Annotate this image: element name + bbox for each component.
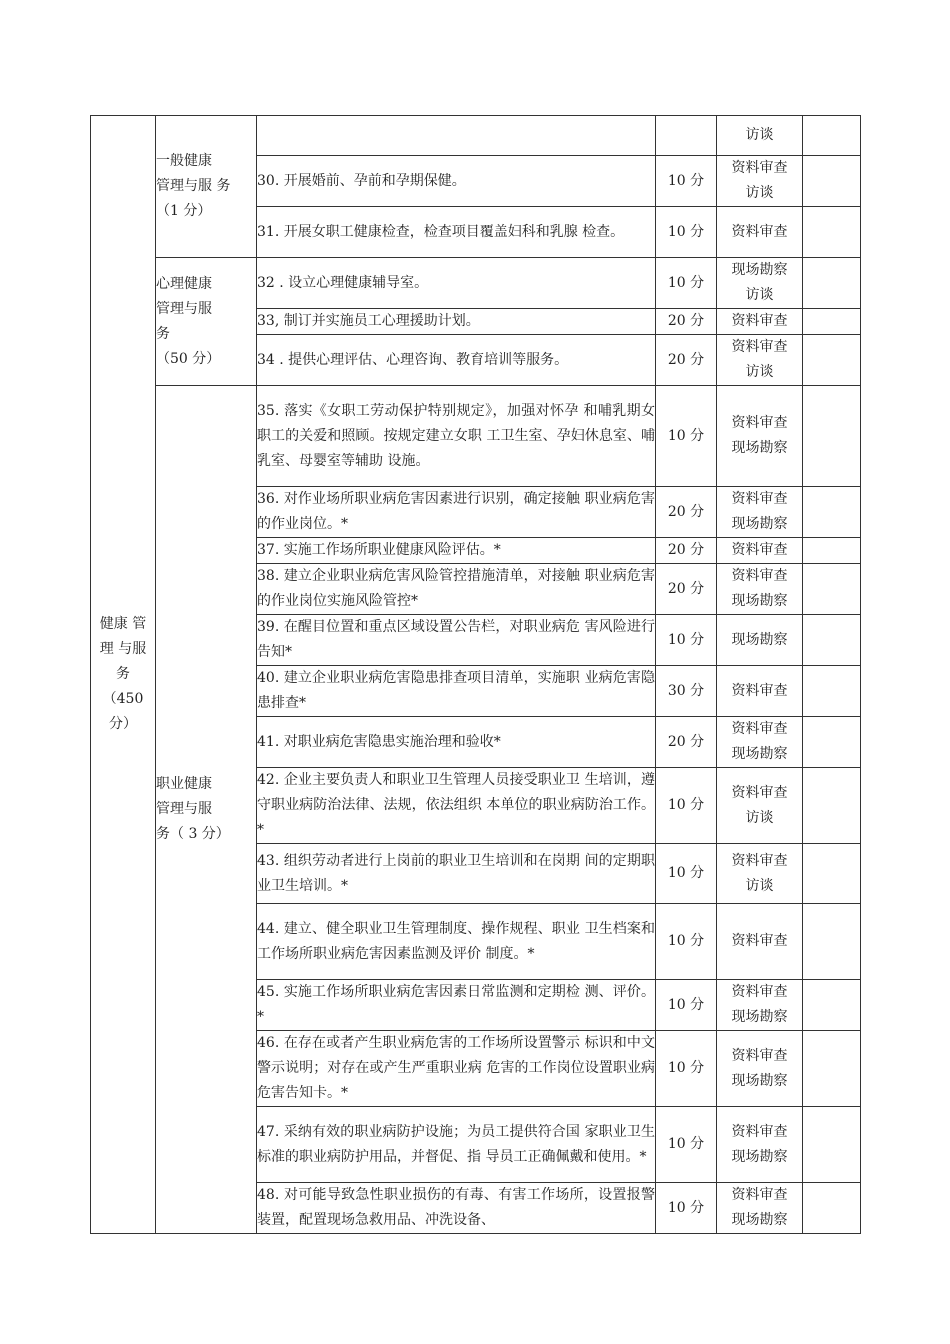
text-line: 职业健康 — [156, 776, 212, 792]
score-cell: 10 分 — [656, 980, 717, 1031]
score-result-cell — [803, 980, 861, 1031]
score-result-cell — [803, 1107, 861, 1183]
method-cell — [717, 386, 803, 487]
text-line: 资料审查 — [731, 682, 788, 699]
score-cell: 10 分 — [656, 844, 717, 904]
method-cell — [717, 717, 803, 768]
item-text: 41. 对职业病危害隐患实施治理和验收* — [257, 717, 656, 768]
text-line: 现场勘察 — [731, 593, 788, 609]
text-line: 现场勘察 — [731, 746, 788, 762]
score-cell: 10 分 — [656, 207, 717, 258]
text-line: 理 与服 — [99, 641, 147, 657]
score-cell: 10 分 — [656, 904, 717, 980]
text-line: 务 — [156, 325, 170, 342]
score-result-cell — [803, 904, 861, 980]
text-line: 现场勘察 — [731, 262, 788, 278]
text-line: 资料审查 — [731, 491, 788, 507]
item-text: 46. 在存在或者产生职业病危害的工作场所设置警示 标识和中文警示说明；对存在或产生严重职业病 危害的工作岗位设置职业病危害告知卡。* — [257, 1031, 656, 1107]
text-line: 务（ 3 分） — [156, 826, 230, 842]
text-line: 资料审查 — [731, 415, 788, 431]
score-cell: 20 分 — [656, 538, 717, 564]
item-text: 34 . 提供心理评估、心理咨询、教育培训等服务。 — [257, 335, 656, 386]
text-line: 管理与服 — [156, 300, 212, 317]
score-result-cell — [803, 717, 861, 768]
item-text: 36. 对作业场所职业病危害因素进行识别，确定接触 职业病危害的作业岗位。* — [257, 487, 656, 538]
score-result-cell — [803, 386, 861, 487]
method-cell — [717, 564, 803, 615]
method-cell — [717, 309, 803, 335]
text-line: 资料审查 — [731, 984, 788, 1000]
score-result-cell — [803, 615, 861, 666]
score-cell: 10 分 — [656, 258, 717, 309]
method-cell — [717, 666, 803, 717]
text-line: 心理健康 — [156, 275, 212, 292]
score-result-cell — [803, 768, 861, 844]
score-result-cell — [803, 538, 861, 564]
method-cell — [717, 1107, 803, 1183]
text-line: （50 分） — [156, 350, 221, 367]
item-text: 32 . 设立心理健康辅导室。 — [257, 258, 656, 309]
method-cell — [717, 207, 803, 258]
table-row — [91, 386, 861, 487]
text-line: 现场勘察 — [731, 440, 788, 456]
score-cell: 10 分 — [656, 768, 717, 844]
text-line: 现场勘察 — [731, 1009, 788, 1025]
item-text: 42. 企业主要负责人和职业卫生管理人员接受职业卫 生培训，遵守职业病防治法律、法规，依法组织 本单位的职业病防治工作。* — [257, 768, 656, 844]
table-row — [91, 116, 861, 156]
text-line: 访谈 — [745, 809, 774, 826]
score-cell: 20 分 — [656, 564, 717, 615]
method-cell — [717, 980, 803, 1031]
score-cell: 20 分 — [656, 717, 717, 768]
subcategory-cell — [156, 258, 257, 386]
item-text — [257, 116, 656, 156]
text-line: 访谈 — [745, 287, 774, 303]
item-text: 43. 组织劳动者进行上岗前的职业卫生培训和在岗期 间的定期职业卫生培训。* — [257, 844, 656, 904]
item-text: 39. 在醒目位置和重点区域设置公告栏，对职业病危 害风险进行告知* — [257, 615, 656, 666]
method-cell — [717, 844, 803, 904]
score-result-cell — [803, 666, 861, 717]
item-text: 48. 对可能导致急性职业损伤的有毒、有害工作场所，设置报警装置，配置现场急救用品、冲洗设备、 — [257, 1183, 656, 1234]
score-cell: 20 分 — [656, 309, 717, 335]
item-text: 47. 采纳有效的职业病防护设施；为员工提供符合国 家职业卫生标准的职业病防护用品，并督促、指 导员工正确佩戴和使用。* — [257, 1107, 656, 1183]
score-result-cell — [803, 1183, 861, 1234]
item-text: 33, 制订并实施员工心理援助计划。 — [257, 309, 656, 335]
text-line: 健康 管 — [99, 616, 147, 632]
score-result-cell — [803, 844, 861, 904]
item-text: 35. 落实《女职工劳动保护特别规定》，加强对怀孕 和哺乳期女职工的关爱和照顾。按规定建立女职 工卫生室、孕妇休息室、哺乳室、母婴室等辅助 设施。 — [257, 386, 656, 487]
item-text: 45. 实施工作场所职业病危害因素日常监测和定期检 测、评价。* — [257, 980, 656, 1031]
subcategory-cell — [156, 386, 257, 1234]
text-line: 一般健康 — [156, 153, 212, 169]
score-cell: 10 分 — [656, 1107, 717, 1183]
text-line: 访谈 — [745, 364, 774, 380]
text-line: 访谈 — [745, 877, 774, 894]
text-line: 资料审查 — [731, 721, 788, 737]
score-result-cell — [803, 116, 861, 156]
text-line: 资料审查 — [731, 542, 788, 558]
score-cell: 10 分 — [656, 1183, 717, 1234]
text-line: 访谈 — [745, 127, 774, 143]
item-text: 44. 建立、健全职业卫生管理制度、操作规程、职业 卫生档案和工作场所职业病危害因素监测及评价 制度。* — [257, 904, 656, 980]
method-cell — [717, 116, 803, 156]
text-line: 现场勘察 — [731, 1212, 788, 1228]
score-result-cell — [803, 335, 861, 386]
score-result-cell — [803, 564, 861, 615]
text-line: 现场勘察 — [731, 1148, 788, 1165]
score-result-cell — [803, 309, 861, 335]
text-line: 务 — [116, 666, 130, 682]
method-cell — [717, 335, 803, 386]
item-text: 38. 建立企业职业病危害风险管控措施清单，对接触 职业病危害的作业岗位实施风险管控* — [257, 564, 656, 615]
item-text: 31. 开展女职工健康检查，检查项目覆盖妇科和乳腺 检查。 — [257, 207, 656, 258]
method-cell — [717, 615, 803, 666]
score-cell — [656, 116, 717, 156]
text-line: 资料审查 — [731, 784, 788, 801]
text-line: 资料审查 — [731, 313, 788, 329]
text-line: （1 分） — [156, 203, 212, 219]
text-line: 管理与服 务 — [156, 178, 231, 194]
method-cell — [717, 1031, 803, 1107]
score-result-cell — [803, 156, 861, 207]
subcategory-cell — [156, 116, 257, 258]
table-row — [91, 258, 861, 309]
text-line: 资料审查 — [731, 852, 788, 869]
method-cell — [717, 1183, 803, 1234]
score-result-cell — [803, 207, 861, 258]
score-cell: 20 分 — [656, 335, 717, 386]
text-line: 分） — [109, 716, 137, 732]
score-cell: 10 分 — [656, 1031, 717, 1107]
score-result-cell — [803, 487, 861, 538]
score-cell: 10 分 — [656, 615, 717, 666]
evaluation-table — [90, 115, 861, 1234]
score-cell: 30 分 — [656, 666, 717, 717]
text-line: 资料审查 — [731, 1047, 788, 1064]
score-cell: 20 分 — [656, 487, 717, 538]
method-cell — [717, 487, 803, 538]
text-line: 资料审查 — [731, 933, 788, 949]
text-line: 资料审查 — [731, 1187, 788, 1203]
text-line: 资料审查 — [731, 1123, 788, 1140]
text-line: 访谈 — [745, 185, 774, 201]
text-line: 现场勘察 — [731, 1072, 788, 1089]
category-cell — [91, 116, 156, 1234]
text-line: 资料审查 — [731, 339, 788, 355]
text-line: 管理与服 — [156, 801, 212, 817]
method-cell — [717, 156, 803, 207]
text-line: 资料审查 — [731, 160, 788, 176]
text-line: 现场勘察 — [731, 631, 788, 648]
text-line: 资料审查 — [731, 568, 788, 584]
score-result-cell — [803, 1031, 861, 1107]
score-cell: 10 分 — [656, 156, 717, 207]
method-cell — [717, 904, 803, 980]
score-cell: 10 分 — [656, 386, 717, 487]
item-text: 30. 开展婚前、孕前和孕期保健。 — [257, 156, 656, 207]
score-result-cell — [803, 258, 861, 309]
text-line: 资料审查 — [731, 223, 788, 240]
method-cell — [717, 538, 803, 564]
item-text: 40. 建立企业职业病危害隐患排查项目清单，实施职 业病危害隐患排查* — [257, 666, 656, 717]
item-text: 37. 实施工作场所职业健康风险评估。* — [257, 538, 656, 564]
method-cell — [717, 768, 803, 844]
method-cell — [717, 258, 803, 309]
text-line: 现场勘察 — [731, 516, 788, 532]
text-line: （450 — [102, 691, 144, 707]
